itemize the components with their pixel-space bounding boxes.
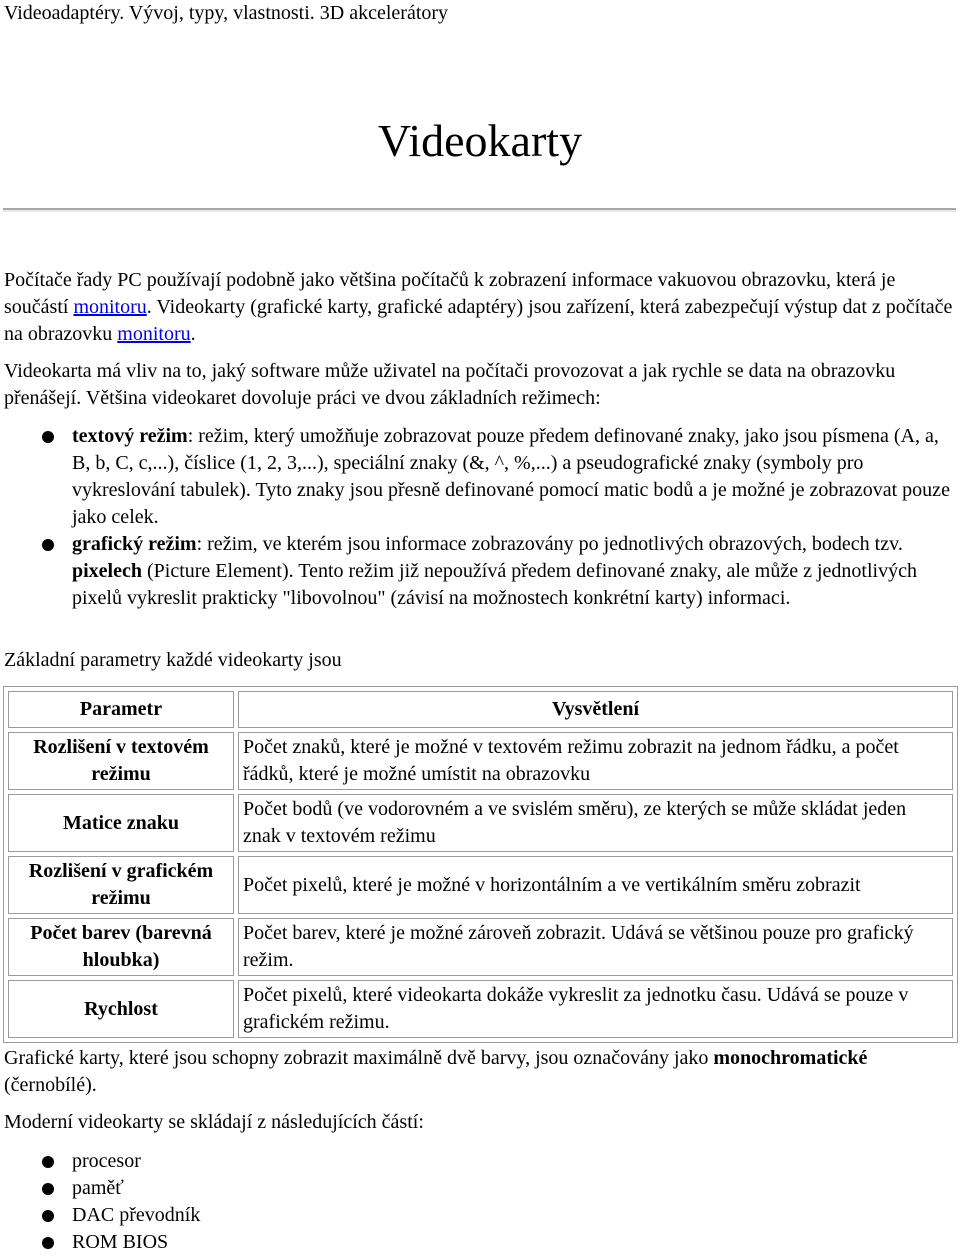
bullet-icon [42,1183,54,1195]
param-cell: Rozlišení v grafickém režimu [8,856,234,914]
bullet-icon [42,1156,54,1168]
intro-text-3: . [190,323,196,345]
mode-description-cont: (Picture Element). Tento režim již nepoužívá předem definované znaky, ale může z jednotlivých pixelů vykreslit prakticky "libovolnou" (závisí na možnostech konkrétní karty) informaci. [72,560,917,609]
table-row [8,732,953,790]
table-header-row [8,691,953,728]
param-cell: Matice znaku [8,794,234,852]
mono-text-2: (černobílé). [4,1074,97,1096]
parts-intro: Moderní videokarty se skládají z následujících částí: [4,1111,424,1133]
part-label: ROM BIOS [72,1231,169,1253]
mode-item-text [0,423,960,531]
page-header: Videoadaptéry. Vývoj, typy, vlastnosti. 3D akcelerátory [4,2,449,24]
list-item [0,1175,960,1202]
desc-cell: Počet pixelů, které videokarta dokáže vykreslit za jednotku času. Udává se pouze v grafickém režimu. [238,980,953,1038]
bullet-icon [42,1210,54,1222]
part-label: procesor [72,1150,141,1172]
bullet-icon [42,431,54,443]
mono-text-1: Grafické karty, které jsou schopny zobrazit maximálně dvě barvy, jsou označovány jako [4,1047,714,1069]
mode-item-graphic [0,531,960,612]
mode-description: : režim, který umožňuje zobrazovat pouze předem definované znaky, jako jsou písmena (A, a, B, b, C, c,...), číslice (1, 2, 3,...), speciální znaky (&, ^, %,...) a pseudografické znaky (symboly pro vykreslování tabulek). Tyto znaky jsou přesně definované pomocí matic bodů a je možné je zobrazovat pouze jako celek. [72,425,950,528]
bullet-icon [42,539,54,551]
list-item [0,1148,960,1175]
part-label: DAC převodník [72,1204,201,1226]
parameters-table [3,686,958,1043]
list-item [0,1202,960,1229]
desc-cell: Počet bodů (ve vodorovném a ve svislém směru), ze kterých se může skládat jeden znak v textovém režimu [238,794,953,852]
list-item [0,1229,960,1256]
table-row [8,918,953,976]
desc-cell: Počet znaků, které je možné v textovém režimu zobrazit na jednom řádku, a počet řádků, které je možné umístit na obrazovku [238,732,953,790]
monochrome-paragraph [4,1045,958,1099]
mode-description: : režim, ve kterém jsou informace zobrazovány po jednotlivých obrazových, bodech tzv. [196,533,903,555]
desc-cell: Počet pixelů, které je možné v horizontálním a ve vertikálním směru zobrazit [238,856,953,914]
horizontal-rule [3,208,956,212]
table-row [8,980,953,1038]
monitor-link-2[interactable]: monitoru [117,323,191,345]
part-label: paměť [72,1177,124,1199]
intro-text-1: Počítače řady PC používají podobně jako většina počítačů k zobrazení informace vakuovou obrazovku, která je součástí [4,269,896,318]
page-title: Videokarty [377,115,583,166]
param-cell: Počet barev (barevná hloubka) [8,918,234,976]
params-intro: Základní parametry každé videokarty jsou [4,649,342,671]
mode-term: grafický režim [72,533,197,555]
mono-term: monochromatické [713,1047,868,1069]
param-cell: Rozlišení v textovém režimu [8,732,234,790]
header-explanation: Vysvětlení [238,691,953,728]
parts-list [0,1148,960,1256]
table-row [8,856,953,914]
intro-text-2: . Videokarty (grafické karty, grafické adaptéry) jsou zařízení, která zabezpečují výstup dat z počítače na obrazovku [4,296,953,345]
mode-term: textový režim [72,425,188,447]
header-parameter: Parametr [8,691,234,728]
modes-paragraph: Videokarta má vliv na to, jaký software může uživatel na počítači provozovat a jak rychle se data na obrazovku přenášejí. Většina videokaret dovoluje práci ve dvou základních režimech: [4,360,896,409]
pixel-term: pixelech [72,560,142,582]
bullet-icon [42,1237,54,1249]
monitor-link-1[interactable]: monitoru [73,296,147,318]
modes-list [0,423,960,612]
desc-cell: Počet barev, které je možné zároveň zobrazit. Udává se většinou pouze pro grafický režim. [238,918,953,976]
param-cell: Rychlost [8,980,234,1038]
intro-paragraph [4,267,958,348]
table-row [8,794,953,852]
